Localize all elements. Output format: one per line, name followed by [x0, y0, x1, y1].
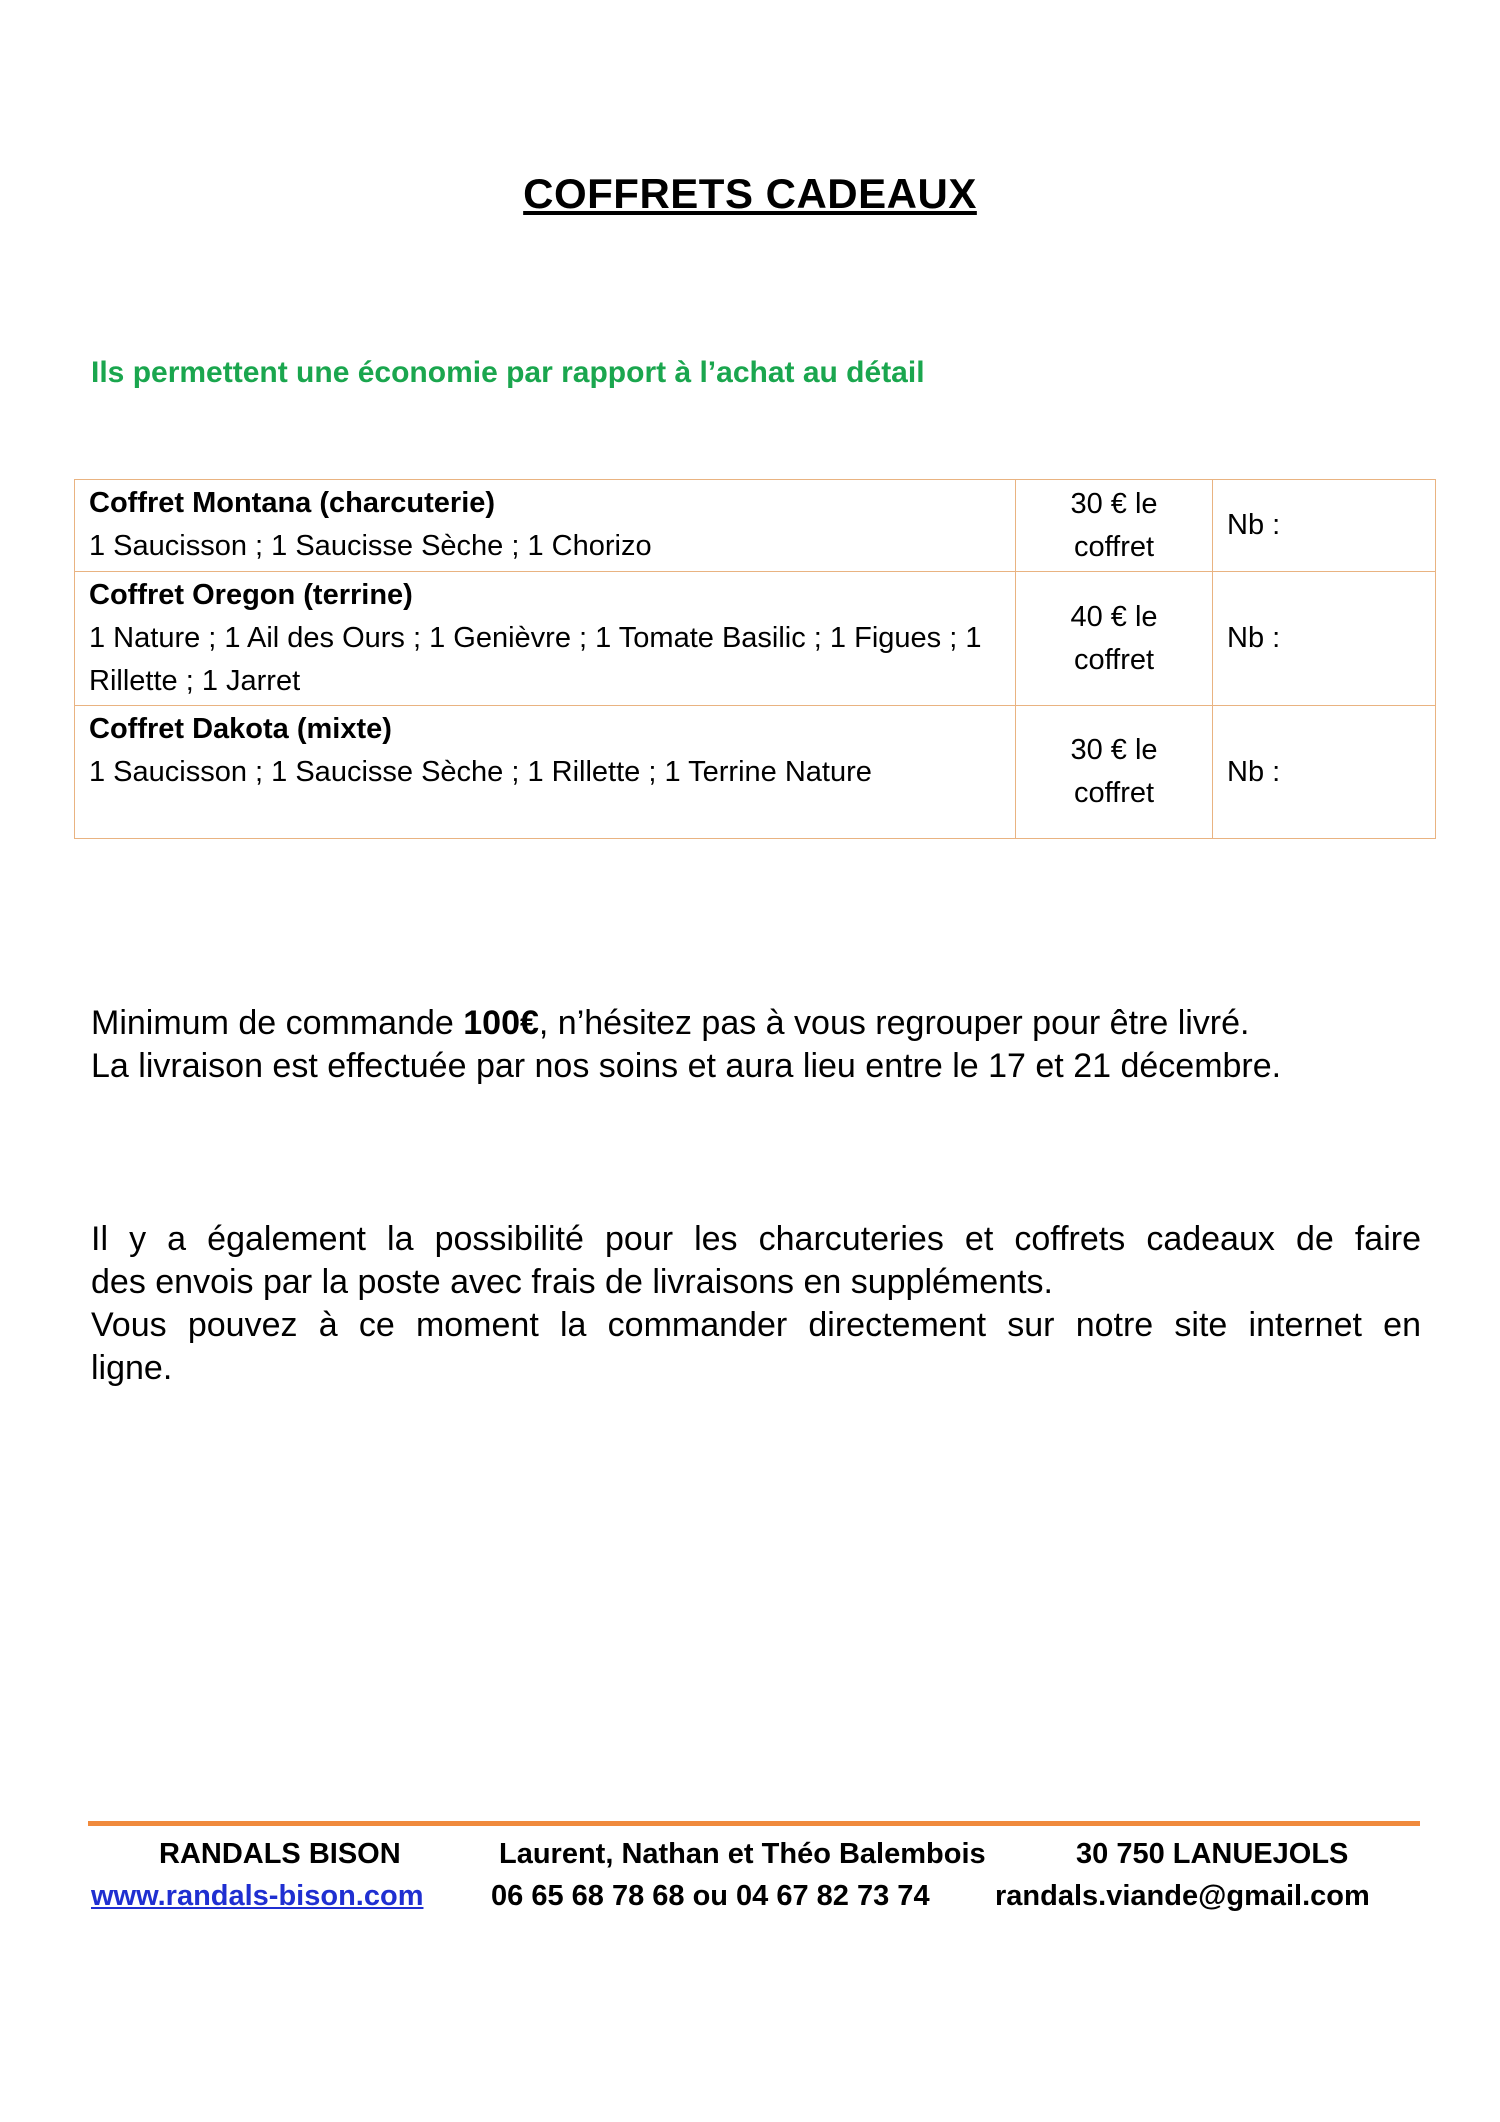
shipping-text-line: ligne.	[91, 1349, 173, 1387]
box-price-cell	[1016, 480, 1213, 572]
quantity-cell[interactable]	[1213, 706, 1436, 839]
box-price-unit: coffret	[1073, 643, 1155, 676]
quantity-cell[interactable]	[1213, 572, 1436, 706]
website-link[interactable]: www.randals-bison.com	[91, 1880, 424, 1912]
table-row	[75, 480, 1436, 572]
box-price: 40 € le	[1070, 600, 1158, 633]
box-name: Coffret Oregon (terrine)	[89, 579, 413, 611]
shipping-text-line: Vous pouvez à ce moment la commander directement sur notre site internet en	[91, 1306, 1421, 1344]
minimum-order-amount: 100€	[463, 1004, 539, 1042]
shipping-info	[91, 1218, 1421, 1390]
quantity-cell[interactable]	[1213, 480, 1436, 572]
box-price-cell	[1016, 572, 1213, 706]
delivery-text: La livraison est effectuée par nos soins et aura lieu entre le 17 et 21 décembre.	[91, 1047, 1282, 1085]
table-row	[75, 706, 1436, 839]
quantity-label: Nb :	[1227, 622, 1281, 654]
box-price-cell	[1016, 706, 1213, 839]
box-price: 30 € le	[1070, 487, 1158, 520]
box-description-cell	[75, 480, 1016, 572]
shipping-text-line: Il y a également la possibilité pour les charcuteries et coffrets cadeaux de faire	[91, 1220, 1421, 1258]
email-address: randals.viande@gmail.com	[995, 1880, 1370, 1912]
company-name: RANDALS BISON	[159, 1838, 401, 1870]
quantity-label: Nb :	[1227, 509, 1281, 541]
box-price-unit: coffret	[1073, 530, 1155, 563]
minimum-order-suffix: , n’hésitez pas à vous regrouper pour être livré.	[538, 1004, 1250, 1042]
order-info	[91, 1002, 1281, 1088]
subtitle: Ils permettent une économie par rapport à l’achat au détail	[91, 356, 925, 389]
box-price: 30 € le	[1070, 734, 1158, 766]
gift-box-table	[74, 479, 1436, 839]
box-content: 1 Saucisson ; 1 Saucisse Sèche ; 1 Chorizo	[89, 530, 652, 562]
owners-names: Laurent, Nathan et Théo Balembois	[499, 1838, 986, 1870]
box-price-unit: coffret	[1073, 777, 1155, 809]
table-row	[75, 572, 1436, 706]
box-content: 1 Nature ; 1 Ail des Ours ; 1 Genièvre ; 1 Tomate Basilic ; 1 Figues ; 1 Rillette ; 1 Jarret	[89, 622, 982, 697]
footer-divider	[88, 1821, 1420, 1826]
box-description-cell	[75, 706, 1016, 839]
box-name: Coffret Montana (charcuterie)	[89, 487, 496, 519]
box-name: Coffret Dakota (mixte)	[89, 713, 392, 745]
box-description-cell	[75, 572, 1016, 706]
box-content: 1 Saucisson ; 1 Saucisse Sèche ; 1 Rillette ; 1 Terrine Nature	[89, 756, 872, 788]
phone-numbers: 06 65 68 78 68 ou 04 67 82 73 74	[491, 1880, 930, 1912]
shipping-text-line: des envois par la poste avec frais de livraisons en suppléments.	[91, 1263, 1053, 1301]
minimum-order-prefix: Minimum de commande	[91, 1004, 464, 1042]
minimum-order-text	[91, 1002, 1281, 1045]
quantity-label: Nb :	[1227, 755, 1281, 788]
address: 30 750 LANUEJOLS	[1076, 1838, 1349, 1870]
page-title: COFFRETS CADEAUX	[523, 170, 977, 217]
